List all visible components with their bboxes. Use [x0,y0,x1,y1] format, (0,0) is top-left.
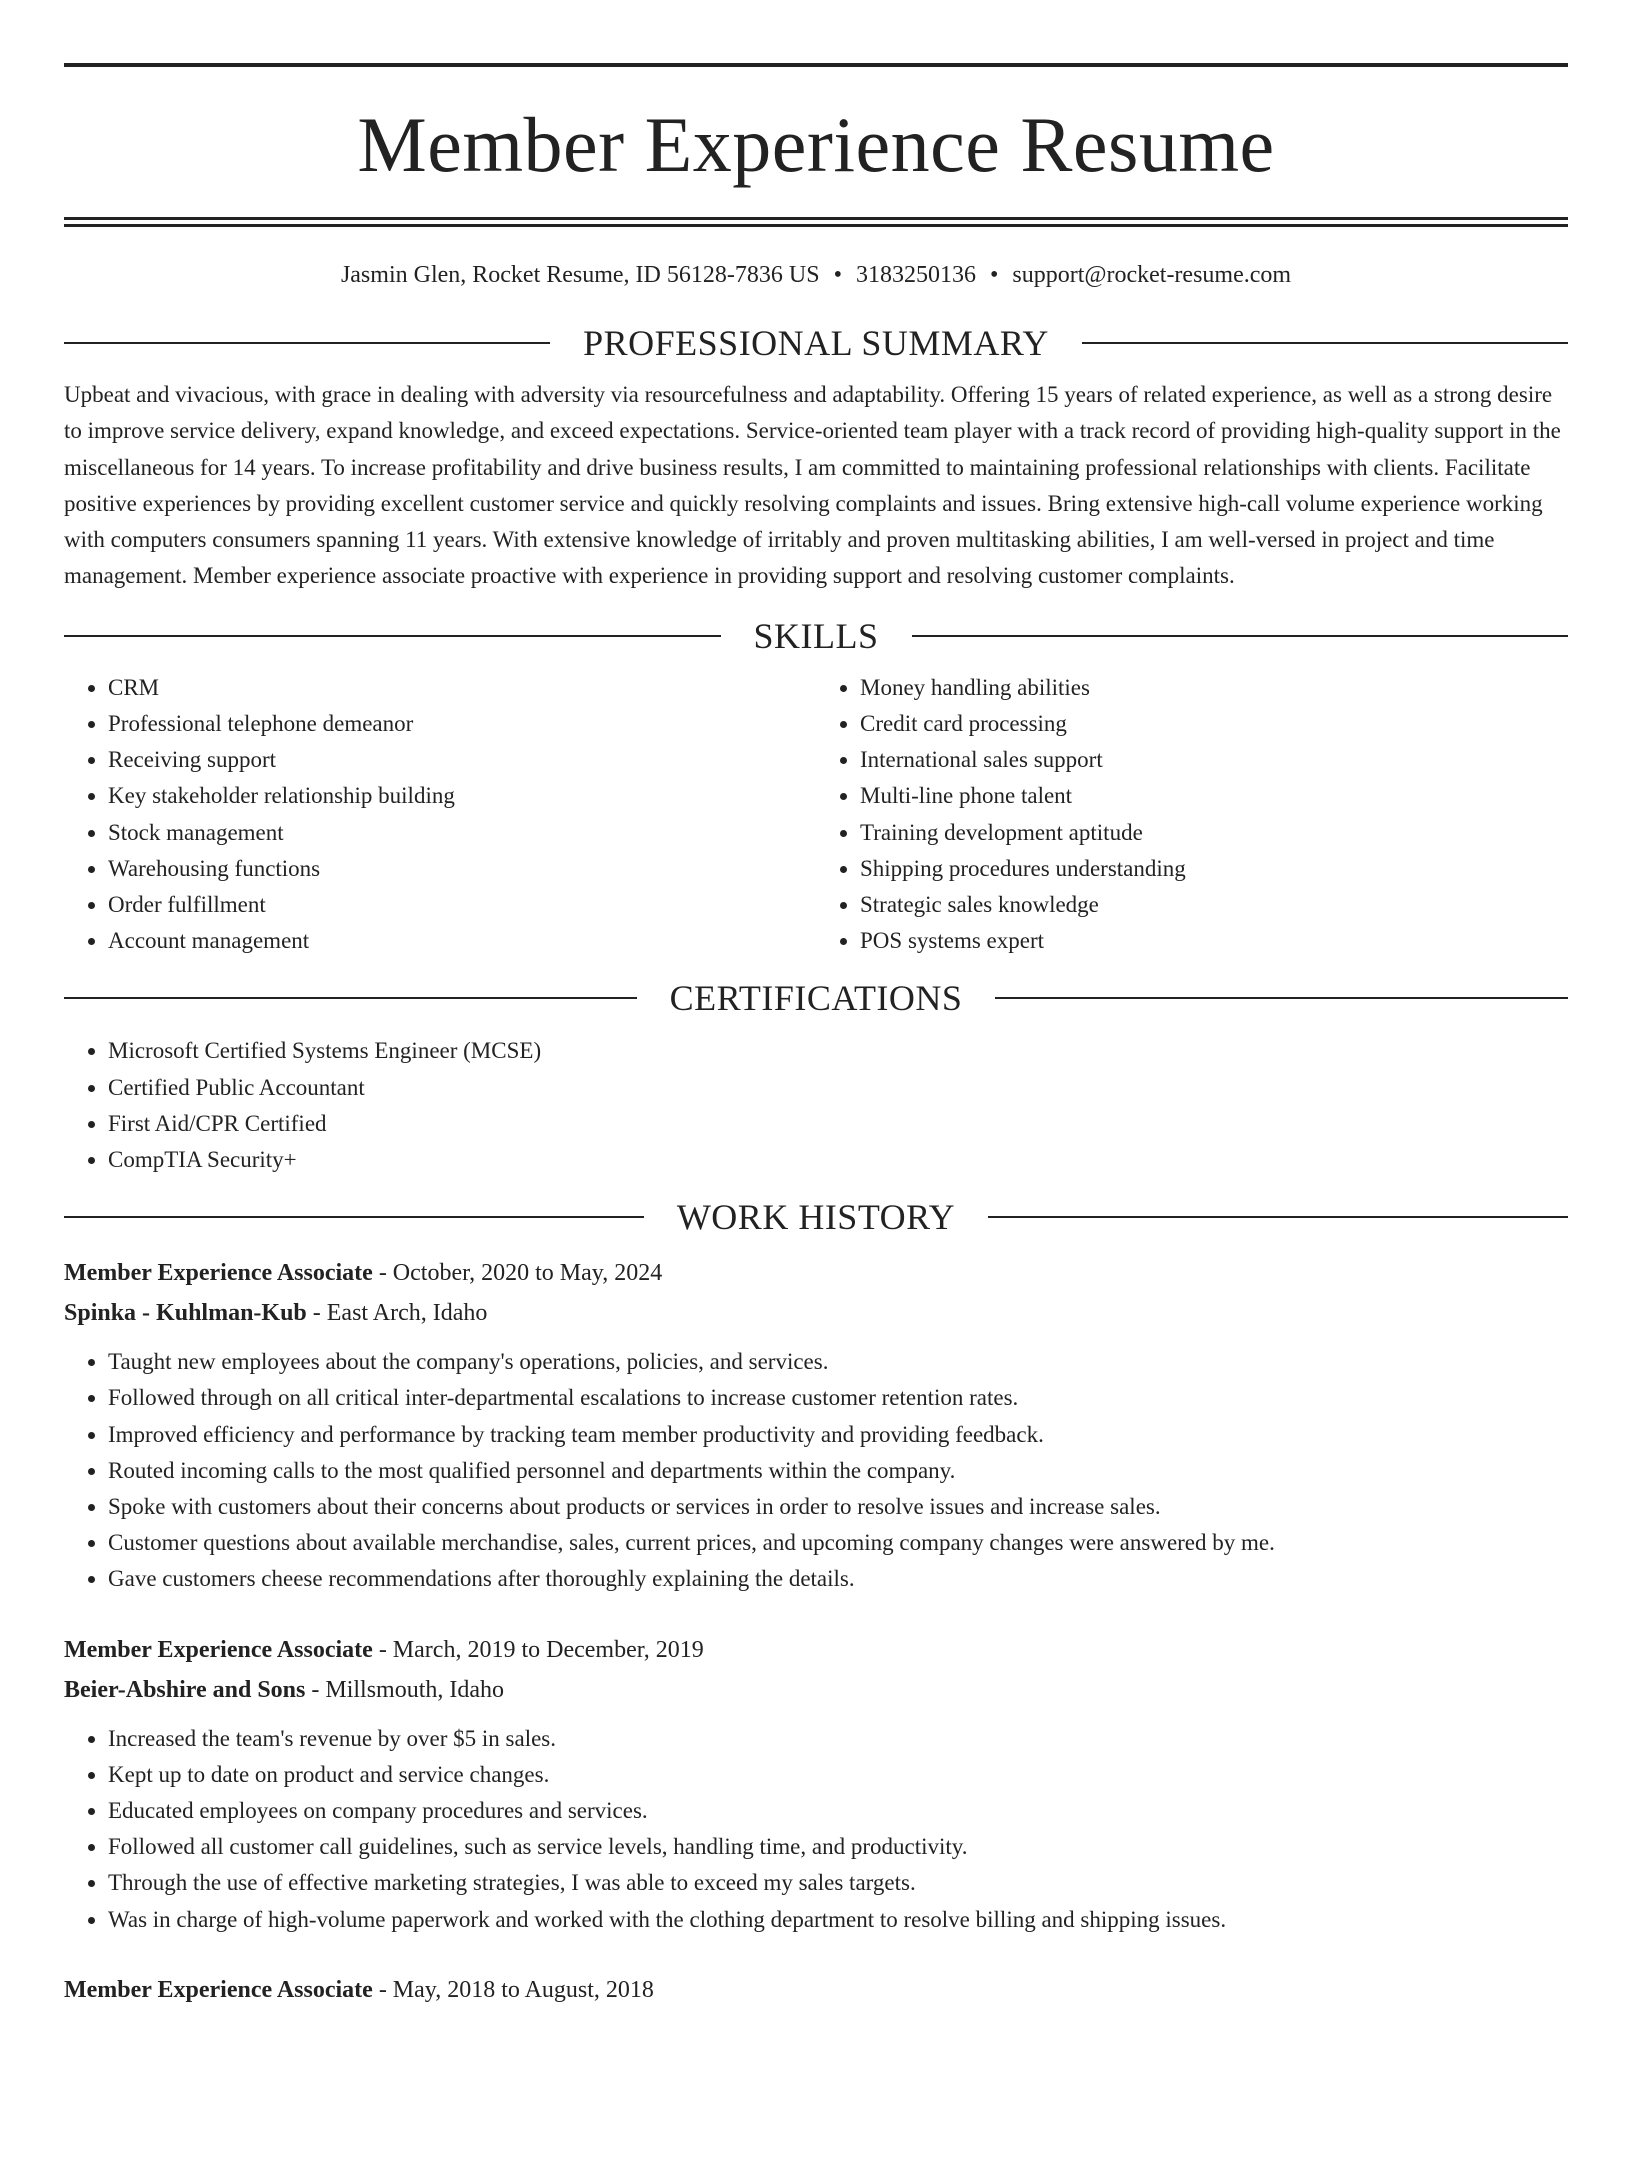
title-double-rule [64,217,1568,227]
job-bullet: • Educated employees on company procedures and services. [108,1793,1568,1829]
job-title-line [64,1970,1568,2010]
heading-rule-right [912,635,1569,637]
skill-item: • Money handling abilities [860,670,1568,706]
job-bullet: • Increased the team's revenue by over $5 in sales. [108,1721,1568,1757]
contact-email: support@rocket-resume.com [1012,262,1292,288]
skill-item: • Account management [108,923,816,959]
skill-item: • Key stakeholder relationship building [108,778,816,814]
job-entry [64,1970,1568,2010]
certifications-heading-label: CERTIFICATIONS [669,978,963,1019]
job-title-line [64,1253,1568,1293]
job-bullet: • Followed all customer call guidelines, such as service levels, handling time, and productivity. [108,1829,1568,1865]
job-company-line [64,1293,1568,1333]
job-bullet: • Improved efficiency and performance by tracking team member productivity and providing feedback. [108,1417,1568,1453]
job-company: Beier-Abshire and Sons [64,1676,306,1703]
contact-address: Jasmin Glen, Rocket Resume, ID 56128-7836 US [340,262,820,288]
skill-item: • Strategic sales knowledge [860,887,1568,923]
heading-rule-left [64,997,637,999]
job-bullet: • Taught new employees about the company's operations, policies, and services. [108,1344,1568,1380]
skill-item: • Multi-line phone talent [860,778,1568,814]
skill-item: • International sales support [860,742,1568,778]
skill-item: • Order fulfillment [108,887,816,923]
contact-line [64,260,1568,290]
job-entry [64,1630,1568,1938]
skill-item: • Receiving support [108,742,816,778]
work-history-section-heading [64,1195,1568,1239]
job-dates: - March, 2019 to December, 2019 [372,1636,704,1663]
heading-rule-left [64,635,721,637]
job-company: Spinka - Kuhlman-Kub [64,1300,307,1327]
job-title: Member Experience Associate [64,1636,373,1663]
skill-item: • Shipping procedures understanding [860,851,1568,887]
job-bullet: • Routed incoming calls to the most qualified personnel and departments within the company. [108,1453,1568,1489]
job-bullet: • Through the use of effective marketing strategies, I was able to exceed my sales targets. [108,1865,1568,1901]
summary-heading-label: PROFESSIONAL SUMMARY [583,323,1049,363]
skill-item: • Stock management [108,815,816,851]
job-dates: - May, 2018 to August, 2018 [372,1976,654,2003]
skill-item: • Training development aptitude [860,815,1568,851]
job-title: Member Experience Associate [64,1260,373,1287]
job-title-line [64,1630,1568,1670]
job-entry [64,1253,1568,1597]
job-bullet: • Was in charge of high-volume paperwork and worked with the clothing department to resolve billing and shipping issues. [108,1902,1568,1938]
job-bullets [64,1721,1568,1938]
certification-item: • Microsoft Certified Systems Engineer (MCSE) [108,1033,1568,1069]
skill-item: • POS systems expert [860,923,1568,959]
skills-heading-label: SKILLS [753,615,879,656]
contact-separator: • [989,262,999,288]
job-bullet: • Spoke with customers about their concerns about products or services in order to resolve issues and increase sales. [108,1489,1568,1525]
job-location: - East Arch, Idaho [306,1300,488,1327]
skill-item: • Credit card processing [860,706,1568,742]
heading-rule-right [995,997,1568,999]
work-history-heading-label: WORK HISTORY [676,1197,956,1238]
contact-phone: 3183250136 [855,262,976,288]
certifications-section-heading [64,976,1568,1020]
job-company-line [64,1670,1568,1710]
summary-text: Upbeat and vivacious, with grace in dealing with adversity via resourcefulness and adaptability. Offering 15 years of related experience, as well as a strong desire to improve service delivery, expand knowledge, and exceed expectations. Service-oriented team player with a track record of providing high-quality support in the miscellaneous for 14 years. To increase profitability and drive business results, I am committed to maintaining professional relationships with clients. Facilitate positive experiences by providing excellent customer service and quickly resolving complaints and issues. Bring extensive high-call volume experience working with computers consumers spanning 11 years. With extensive knowledge of irritably and proven multitasking abilities, I am well-versed in project and time management. Member experience associate proactive with experience in providing support and resolving customer complaints. [64,382,1561,589]
job-bullet: • Kept up to date on product and service changes. [108,1757,1568,1793]
job-dates: - October, 2020 to May, 2024 [372,1260,663,1287]
heading-rule-left [64,1216,644,1218]
contact-separator: • [833,262,842,288]
certifications-list [64,1033,1568,1178]
heading-rule-right [988,1216,1568,1218]
summary-section-heading [64,321,1568,365]
resume-page [0,63,1632,2010]
heading-rule-left [64,342,550,344]
top-rule [64,63,1568,67]
job-title: Member Experience Associate [64,1976,373,2003]
job-bullets [64,1344,1568,1597]
skills-list-left [64,670,816,960]
heading-rule-right [1082,342,1568,344]
certification-item: • CompTIA Security+ [108,1142,1568,1178]
skill-item: • CRM [108,670,816,706]
skills-columns [64,670,1568,960]
skill-item: • Warehousing functions [108,851,816,887]
skill-item: • Professional telephone demeanor [108,706,816,742]
job-bullet: • Followed through on all critical inter-departmental escalations to increase customer retention rates. [108,1380,1568,1416]
skills-section-heading [64,614,1568,658]
job-bullet: • Gave customers cheese recommendations after thoroughly explaining the details. [108,1561,1568,1597]
certification-item: • Certified Public Accountant [108,1070,1568,1106]
page-title: Member Experience Resume [357,101,1275,188]
job-location: - Millsmouth, Idaho [305,1676,505,1703]
certification-item: • First Aid/CPR Certified [108,1106,1568,1142]
job-bullet: • Customer questions about available merchandise, sales, current prices, and upcoming company changes were answered by me. [108,1525,1568,1561]
skills-list-right [816,670,1568,960]
